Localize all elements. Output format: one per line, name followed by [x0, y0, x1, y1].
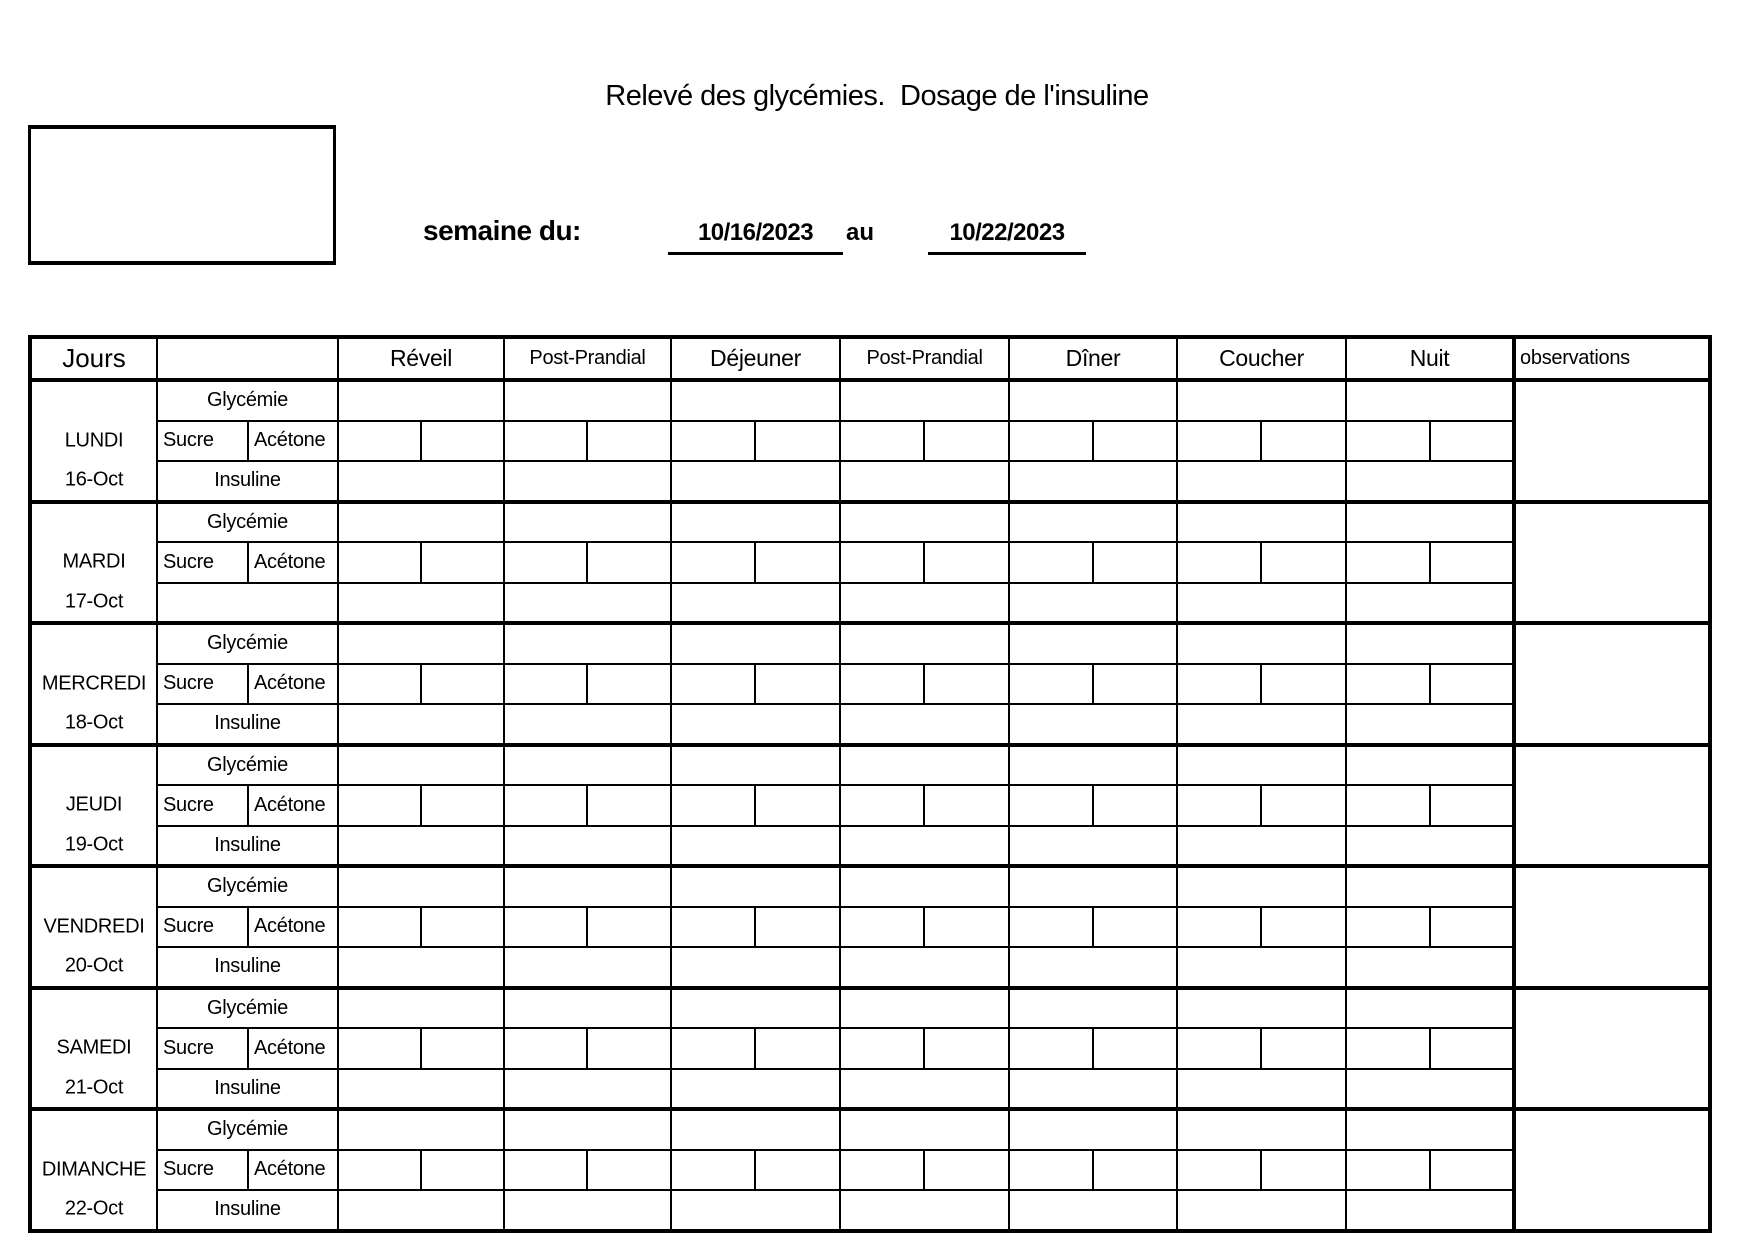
day-row-sucre-acetone: [30, 1028, 1710, 1069]
glycemie-label: Glycémie: [157, 380, 338, 421]
acetone-value-cell: [1430, 907, 1514, 948]
sucre-value-cell: [671, 907, 755, 948]
glycemie-value-cell: [338, 745, 504, 786]
header-reveil: Réveil: [338, 337, 504, 380]
acetone-value-cell: [587, 421, 671, 462]
sucre-value-cell: [840, 664, 924, 705]
acetone-value-cell: [924, 421, 1009, 462]
insuline-value-cell: [840, 947, 1009, 988]
sucre-value-cell: [840, 907, 924, 948]
day-row-glycemie: [30, 866, 1710, 907]
acetone-value-cell: [924, 1150, 1009, 1191]
insuline-value-cell: [1009, 461, 1177, 502]
day-date: 21-Oct: [64, 1076, 124, 1099]
insuline-label: Insuline: [157, 826, 338, 867]
sucre-label: Sucre: [157, 785, 248, 826]
sucre-value-cell: [1346, 1028, 1430, 1069]
glycemie-value-cell: [671, 502, 840, 543]
sucre-value-cell: [840, 1150, 924, 1191]
glycemie-value-cell: [671, 1109, 840, 1150]
header-post-prandial-2: Post-Prandial: [840, 337, 1009, 380]
insuline-value-cell: [504, 1069, 671, 1110]
day-row-sucre-acetone: [30, 907, 1710, 948]
acetone-value-cell: [1093, 664, 1177, 705]
glycemie-value-cell: [671, 623, 840, 664]
day-row-glycemie: [30, 380, 1710, 421]
week-end-date: 10/22/2023: [928, 219, 1086, 255]
insuline-value-cell: [338, 826, 504, 867]
acetone-label: Acétone: [248, 1150, 338, 1191]
glycemie-value-cell: [1346, 866, 1514, 907]
day-date: 17-Oct: [64, 590, 124, 613]
acetone-value-cell: [755, 907, 840, 948]
sucre-value-cell: [338, 664, 421, 705]
glycemie-value-cell: [1009, 623, 1177, 664]
glycemie-value-cell: [1346, 623, 1514, 664]
day-row-insuline: [30, 826, 1710, 867]
sucre-value-cell: [1346, 664, 1430, 705]
day-name: VENDREDI: [43, 915, 145, 938]
insuline-value-cell: [840, 1190, 1009, 1231]
glycemie-value-cell: [1177, 623, 1346, 664]
sucre-value-cell: [1009, 664, 1093, 705]
header-empty-cell: [157, 337, 338, 380]
day-name: JEUDI: [65, 793, 123, 816]
sucre-value-cell: [504, 907, 587, 948]
acetone-value-cell: [1093, 542, 1177, 583]
acetone-value-cell: [587, 785, 671, 826]
glycemie-label: Glycémie: [157, 1109, 338, 1150]
glycemie-value-cell: [1177, 745, 1346, 786]
acetone-value-cell: [421, 907, 504, 948]
insuline-label: Insuline: [157, 1069, 338, 1110]
glycemie-value-cell: [1177, 380, 1346, 421]
insuline-value-cell: [1346, 1190, 1514, 1231]
insuline-value-cell: [1177, 704, 1346, 745]
acetone-value-cell: [1261, 1150, 1346, 1191]
sucre-label: Sucre: [157, 421, 248, 462]
header-diner: Dîner: [1009, 337, 1177, 380]
acetone-value-cell: [755, 1150, 840, 1191]
insuline-value-cell: [338, 947, 504, 988]
acetone-value-cell: [421, 542, 504, 583]
glycemie-label: Glycémie: [157, 745, 338, 786]
acetone-value-cell: [1430, 785, 1514, 826]
day-row-sucre-acetone: [30, 664, 1710, 705]
observations-cell: [1514, 623, 1710, 745]
sucre-value-cell: [504, 664, 587, 705]
insuline-label: [157, 583, 338, 624]
glycemie-value-cell: [1177, 988, 1346, 1029]
day-row-glycemie: [30, 1109, 1710, 1150]
insuline-value-cell: [1177, 826, 1346, 867]
week-separator-label: au: [846, 219, 875, 246]
insuline-value-cell: [671, 583, 840, 624]
acetone-value-cell: [1261, 1028, 1346, 1069]
observations-cell: [1514, 380, 1710, 502]
glycemie-label: Glycémie: [157, 502, 338, 543]
insuline-value-cell: [1346, 583, 1514, 624]
acetone-value-cell: [755, 664, 840, 705]
sucre-value-cell: [1009, 542, 1093, 583]
insuline-value-cell: [840, 1069, 1009, 1110]
day-row-glycemie: [30, 502, 1710, 543]
glycemie-value-cell: [1346, 1109, 1514, 1150]
glycemie-value-cell: [1009, 745, 1177, 786]
glycemie-label: Glycémie: [157, 988, 338, 1029]
glycemie-value-cell: [1346, 380, 1514, 421]
sucre-value-cell: [671, 785, 755, 826]
sucre-value-cell: [671, 664, 755, 705]
insuline-label: Insuline: [157, 947, 338, 988]
insuline-value-cell: [840, 826, 1009, 867]
insuline-value-cell: [671, 826, 840, 867]
day-row-sucre-acetone: [30, 542, 1710, 583]
insuline-value-cell: [1346, 461, 1514, 502]
insuline-value-cell: [338, 583, 504, 624]
glycemie-value-cell: [1009, 502, 1177, 543]
acetone-value-cell: [421, 664, 504, 705]
insuline-value-cell: [671, 947, 840, 988]
insuline-value-cell: [338, 1069, 504, 1110]
header-post-prandial-1: Post-Prandial: [504, 337, 671, 380]
acetone-value-cell: [924, 542, 1009, 583]
glycemie-value-cell: [840, 745, 1009, 786]
insuline-value-cell: [1009, 826, 1177, 867]
acetone-value-cell: [1430, 1150, 1514, 1191]
sucre-value-cell: [840, 785, 924, 826]
sucre-label: Sucre: [157, 907, 248, 948]
acetone-value-cell: [755, 1028, 840, 1069]
header-row: [30, 337, 1710, 380]
day-date: 18-Oct: [64, 711, 124, 734]
glycemie-value-cell: [1177, 1109, 1346, 1150]
insuline-value-cell: [1009, 583, 1177, 624]
sucre-label: Sucre: [157, 664, 248, 705]
acetone-value-cell: [924, 785, 1009, 826]
acetone-value-cell: [1093, 785, 1177, 826]
sucre-value-cell: [338, 907, 421, 948]
day-row-insuline: [30, 947, 1710, 988]
glycemie-value-cell: [671, 380, 840, 421]
day-date: 20-Oct: [64, 954, 124, 977]
day-cell: [30, 866, 157, 988]
acetone-value-cell: [755, 785, 840, 826]
insuline-value-cell: [1346, 704, 1514, 745]
sucre-label: Sucre: [157, 1150, 248, 1191]
sucre-value-cell: [504, 1028, 587, 1069]
acetone-value-cell: [1261, 785, 1346, 826]
acetone-value-cell: [1261, 907, 1346, 948]
day-row-glycemie: [30, 988, 1710, 1029]
day-date: 19-Oct: [64, 833, 124, 856]
sucre-value-cell: [504, 542, 587, 583]
sucre-value-cell: [1346, 785, 1430, 826]
glycemie-value-cell: [840, 502, 1009, 543]
header-nuit: Nuit: [1346, 337, 1514, 380]
acetone-value-cell: [1430, 421, 1514, 462]
acetone-value-cell: [421, 1150, 504, 1191]
acetone-value-cell: [755, 542, 840, 583]
acetone-value-cell: [1093, 1028, 1177, 1069]
insuline-value-cell: [504, 583, 671, 624]
insuline-value-cell: [1009, 1069, 1177, 1110]
glycemie-value-cell: [504, 745, 671, 786]
insuline-value-cell: [840, 461, 1009, 502]
glycemie-value-cell: [1009, 1109, 1177, 1150]
sucre-value-cell: [1177, 785, 1261, 826]
insuline-value-cell: [1009, 947, 1177, 988]
glycemie-value-cell: [671, 988, 840, 1029]
acetone-label: Acétone: [248, 421, 338, 462]
sucre-value-cell: [1346, 1150, 1430, 1191]
glycemie-value-cell: [1009, 380, 1177, 421]
glycemie-label: Glycémie: [157, 866, 338, 907]
week-start-date: 10/16/2023: [668, 219, 843, 255]
sucre-value-cell: [671, 421, 755, 462]
insuline-value-cell: [1346, 1069, 1514, 1110]
insuline-value-cell: [338, 461, 504, 502]
glycemie-value-cell: [840, 866, 1009, 907]
day-row-insuline: [30, 1069, 1710, 1110]
glycemie-value-cell: [1346, 745, 1514, 786]
insuline-value-cell: [671, 704, 840, 745]
header-jours: Jours: [30, 337, 157, 380]
insuline-value-cell: [1177, 1069, 1346, 1110]
glycemie-value-cell: [671, 745, 840, 786]
acetone-value-cell: [587, 542, 671, 583]
glycemie-value-cell: [1177, 866, 1346, 907]
acetone-label: Acétone: [248, 907, 338, 948]
glycemie-value-cell: [338, 988, 504, 1029]
week-label: semaine du:: [423, 215, 581, 246]
insuline-label: Insuline: [157, 461, 338, 502]
sucre-value-cell: [1177, 907, 1261, 948]
glycemie-value-cell: [338, 1109, 504, 1150]
acetone-label: Acétone: [248, 785, 338, 826]
sucre-value-cell: [1346, 907, 1430, 948]
acetone-value-cell: [924, 1028, 1009, 1069]
insuline-value-cell: [504, 461, 671, 502]
acetone-value-cell: [1261, 664, 1346, 705]
insuline-value-cell: [1177, 583, 1346, 624]
acetone-value-cell: [587, 1150, 671, 1191]
insuline-value-cell: [504, 1190, 671, 1231]
sucre-value-cell: [1009, 907, 1093, 948]
acetone-value-cell: [421, 421, 504, 462]
sucre-value-cell: [504, 421, 587, 462]
sucre-value-cell: [1346, 542, 1430, 583]
sucre-value-cell: [671, 1150, 755, 1191]
glycemie-value-cell: [1177, 502, 1346, 543]
acetone-value-cell: [421, 1028, 504, 1069]
page-title: Relevé des glycémies. Dosage de l'insuline: [605, 80, 1149, 112]
day-row-sucre-acetone: [30, 421, 1710, 462]
day-cell: [30, 502, 157, 624]
sucre-value-cell: [1009, 785, 1093, 826]
glycemie-value-cell: [504, 988, 671, 1029]
acetone-value-cell: [1093, 1150, 1177, 1191]
day-row-glycemie: [30, 623, 1710, 664]
week-line: [0, 203, 1754, 255]
acetone-value-cell: [421, 785, 504, 826]
glycemie-value-cell: [504, 380, 671, 421]
day-row-sucre-acetone: [30, 785, 1710, 826]
insuline-value-cell: [840, 583, 1009, 624]
insuline-label: Insuline: [157, 704, 338, 745]
sucre-value-cell: [338, 542, 421, 583]
glycemie-value-cell: [840, 623, 1009, 664]
glycemia-table: [28, 335, 1712, 1233]
insuline-value-cell: [671, 1069, 840, 1110]
observations-cell: [1514, 866, 1710, 988]
acetone-value-cell: [755, 421, 840, 462]
acetone-value-cell: [1093, 421, 1177, 462]
sucre-value-cell: [671, 1028, 755, 1069]
insuline-value-cell: [504, 704, 671, 745]
header-coucher: Coucher: [1177, 337, 1346, 380]
sucre-label: Sucre: [157, 542, 248, 583]
acetone-value-cell: [924, 907, 1009, 948]
insuline-label: Insuline: [157, 1190, 338, 1231]
sucre-value-cell: [1009, 421, 1093, 462]
sucre-value-cell: [1009, 1150, 1093, 1191]
insuline-value-cell: [1009, 1190, 1177, 1231]
insuline-value-cell: [1177, 1190, 1346, 1231]
day-cell: [30, 1109, 157, 1231]
day-row-glycemie: [30, 745, 1710, 786]
glycemie-value-cell: [840, 1109, 1009, 1150]
insuline-value-cell: [1009, 704, 1177, 745]
acetone-label: Acétone: [248, 1028, 338, 1069]
day-row-insuline: [30, 1190, 1710, 1231]
glycemie-value-cell: [338, 502, 504, 543]
insuline-value-cell: [1177, 947, 1346, 988]
acetone-value-cell: [1093, 907, 1177, 948]
sucre-value-cell: [1177, 542, 1261, 583]
acetone-value-cell: [924, 664, 1009, 705]
sucre-value-cell: [840, 421, 924, 462]
acetone-label: Acétone: [248, 664, 338, 705]
glycemie-value-cell: [1346, 502, 1514, 543]
glycemie-value-cell: [338, 380, 504, 421]
sucre-value-cell: [840, 542, 924, 583]
sucre-label: Sucre: [157, 1028, 248, 1069]
glycemie-value-cell: [338, 866, 504, 907]
day-cell: [30, 623, 157, 745]
observations-cell: [1514, 745, 1710, 867]
insuline-value-cell: [840, 704, 1009, 745]
observations-cell: [1514, 988, 1710, 1110]
glycemie-value-cell: [1009, 866, 1177, 907]
day-row-sucre-acetone: [30, 1150, 1710, 1191]
day-cell: [30, 380, 157, 502]
glycemie-value-cell: [504, 1109, 671, 1150]
day-name: SAMEDI: [56, 1036, 132, 1059]
sucre-value-cell: [1177, 664, 1261, 705]
acetone-value-cell: [1430, 1028, 1514, 1069]
acetone-value-cell: [587, 1028, 671, 1069]
day-row-insuline: [30, 583, 1710, 624]
day-cell: [30, 988, 157, 1110]
header-dejeuner: Déjeuner: [671, 337, 840, 380]
insuline-value-cell: [338, 1190, 504, 1231]
glycemie-value-cell: [338, 623, 504, 664]
sucre-value-cell: [338, 1150, 421, 1191]
glycemie-value-cell: [504, 623, 671, 664]
sucre-value-cell: [1177, 1150, 1261, 1191]
day-date: 16-Oct: [64, 468, 124, 491]
sucre-value-cell: [338, 785, 421, 826]
glycemie-label: Glycémie: [157, 623, 338, 664]
glycemie-value-cell: [840, 988, 1009, 1029]
day-name: LUNDI: [64, 429, 124, 452]
observations-cell: [1514, 1109, 1710, 1231]
acetone-value-cell: [587, 907, 671, 948]
observations-cell: [1514, 502, 1710, 624]
acetone-value-cell: [1261, 542, 1346, 583]
insuline-value-cell: [338, 704, 504, 745]
acetone-value-cell: [1261, 421, 1346, 462]
glycemie-value-cell: [671, 866, 840, 907]
day-row-insuline: [30, 461, 1710, 502]
glycemie-value-cell: [840, 380, 1009, 421]
sucre-value-cell: [1346, 421, 1430, 462]
glycemie-value-cell: [1346, 988, 1514, 1029]
sucre-value-cell: [1177, 1028, 1261, 1069]
sucre-value-cell: [504, 785, 587, 826]
sucre-value-cell: [338, 1028, 421, 1069]
sucre-value-cell: [1009, 1028, 1093, 1069]
header-observations: observations: [1514, 337, 1710, 380]
insuline-value-cell: [504, 947, 671, 988]
day-name: MARDI: [62, 550, 126, 573]
day-row-insuline: [30, 704, 1710, 745]
insuline-value-cell: [671, 461, 840, 502]
acetone-value-cell: [1430, 542, 1514, 583]
glycemie-value-cell: [504, 502, 671, 543]
insuline-value-cell: [1346, 826, 1514, 867]
acetone-value-cell: [1430, 664, 1514, 705]
sucre-value-cell: [1177, 421, 1261, 462]
day-cell: [30, 745, 157, 867]
glycemie-value-cell: [504, 866, 671, 907]
day-name: DIMANCHE: [41, 1158, 147, 1181]
acetone-label: Acétone: [248, 542, 338, 583]
sucre-value-cell: [338, 421, 421, 462]
insuline-value-cell: [671, 1190, 840, 1231]
insuline-value-cell: [1177, 461, 1346, 502]
day-date: 22-Oct: [64, 1197, 124, 1220]
sucre-value-cell: [671, 542, 755, 583]
day-name: MERCREDI: [41, 672, 147, 695]
insuline-value-cell: [504, 826, 671, 867]
acetone-value-cell: [587, 664, 671, 705]
glycemie-value-cell: [1009, 988, 1177, 1029]
insuline-value-cell: [1346, 947, 1514, 988]
sucre-value-cell: [840, 1028, 924, 1069]
sucre-value-cell: [504, 1150, 587, 1191]
